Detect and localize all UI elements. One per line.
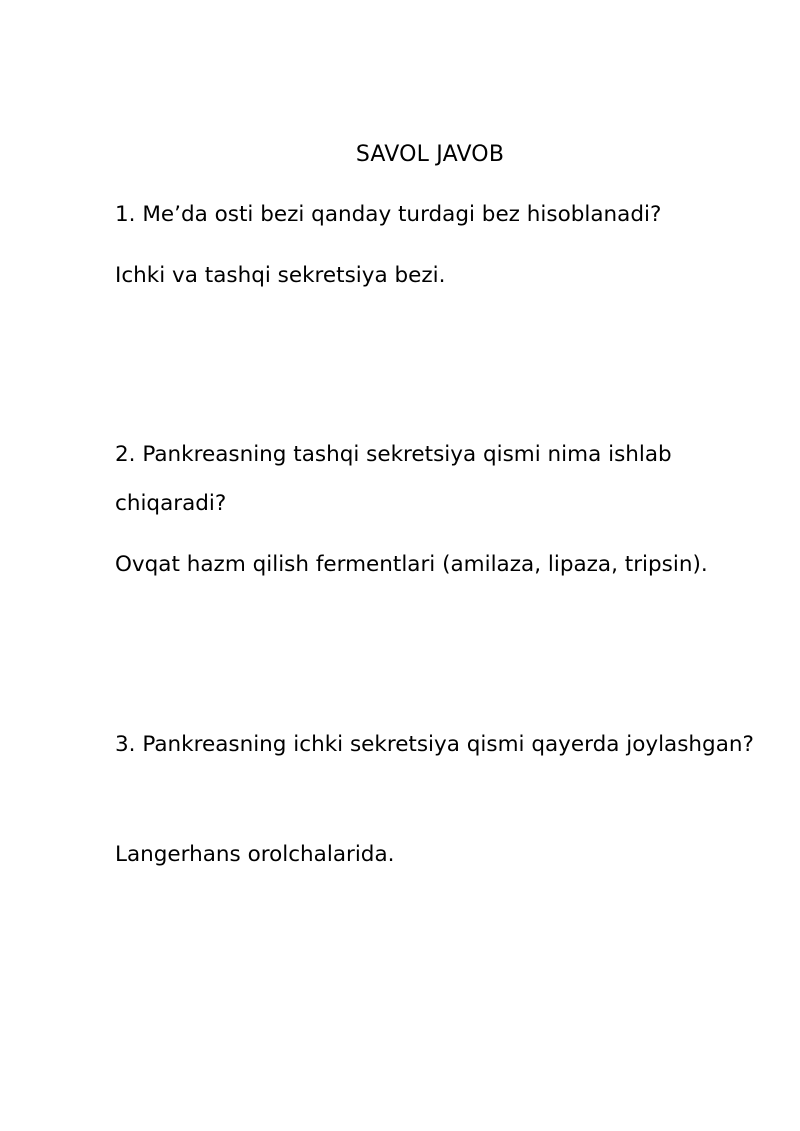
answer-1: Ichki va tashqi sekretsiya bezi. [115,263,446,288]
answer-2: Ovqat hazm qilish fermentlari (amilaza, lipaza, tripsin). [115,552,708,577]
page-title: SAVOL JAVOB [355,142,505,167]
question-1: 1. Me’da osti bezi qanday turdagi bez hisoblanadi? [115,202,662,227]
answer-3: Langerhans orolchalarida. [115,842,395,867]
question-3: 3. Pankreasning ichki sekretsiya qismi qayerda joylashgan? [115,732,754,757]
question-2: 2. Pankreasning tashqi sekretsiya qismi nima ishlab chiqaradi? [115,442,672,516]
